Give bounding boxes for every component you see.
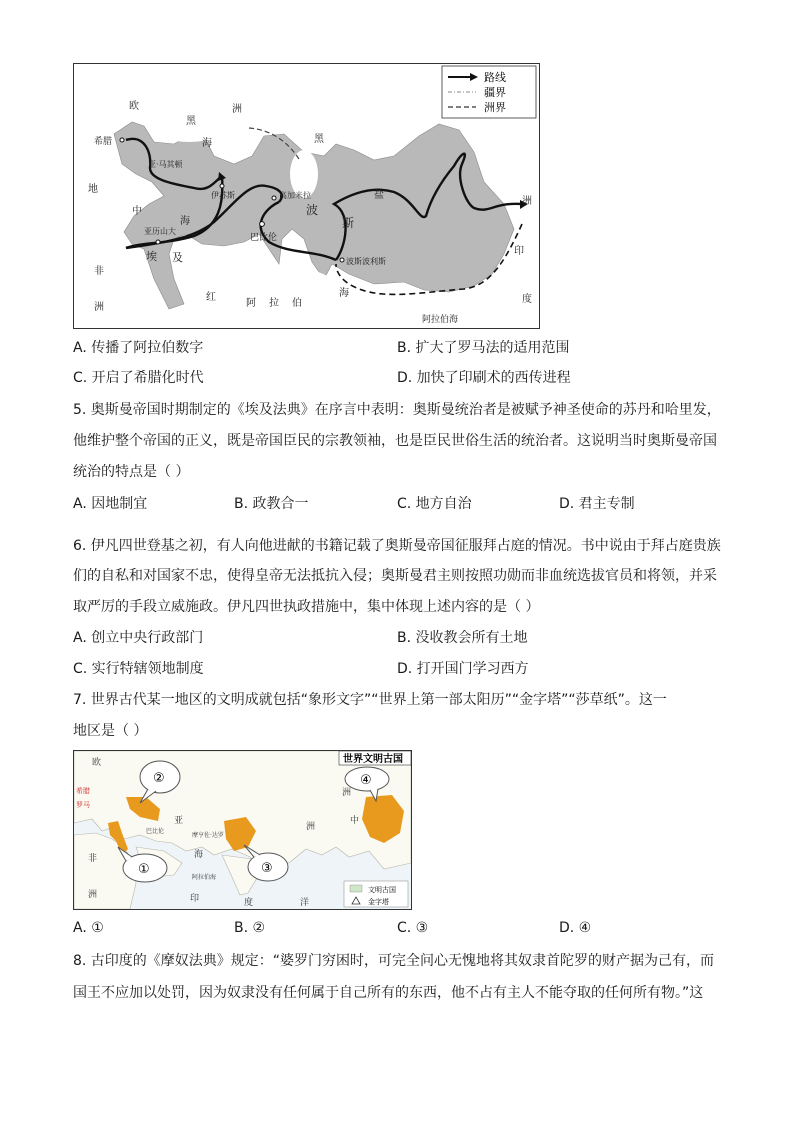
label-hai: 海 — [194, 850, 204, 860]
legend-route: 路线 — [484, 71, 506, 84]
ancient-civilizations-map — [73, 750, 412, 910]
label-alexandria: 亚历山大 — [144, 227, 176, 236]
marker-4-label: ④ — [360, 773, 372, 788]
label-babylon: 巴比伦 — [250, 233, 278, 243]
q5-stem-line2: 他维护整个帝国的正义，既是帝国臣民的宗教领袖，也是臣民世俗生活的统治者。这说明当时奥斯曼帝国 — [73, 433, 717, 449]
label-mid1: 地 — [88, 184, 98, 195]
label-arabia1: 阿 — [246, 298, 256, 309]
label-io1: 印 — [190, 894, 200, 904]
label-zhong: 中 — [350, 816, 360, 826]
q6-option-b[interactable]: B. 没收教会所有土地 — [397, 630, 528, 646]
legend-border: 疆界 — [484, 86, 506, 99]
label-arabsea: 阿拉伯海 — [422, 315, 459, 325]
map2-legend — [344, 881, 408, 907]
map2-title: 世界文明古国 — [343, 754, 403, 765]
q8-stem-line2: 国王不应加以处罚，因为奴隶没有任何属于自己所有的东西，他不占有主人不能夺取的任何所有物。”这 — [73, 985, 704, 1001]
q5-option-d[interactable]: D. 君主专制 — [559, 496, 635, 512]
label-arabia3: 伯 — [292, 298, 302, 309]
label-black1: 黑 — [186, 116, 196, 127]
q5-option-b[interactable]: B. 政教合一 — [234, 496, 309, 512]
label-arabia2: 拉 — [269, 298, 279, 309]
map1-legend — [442, 66, 536, 118]
label-egypt1: 埃 — [146, 250, 157, 263]
label-babylon: 巴比伦 — [146, 828, 165, 835]
label-zhou: 洲 — [306, 822, 316, 832]
label-africa: 非 — [88, 854, 98, 864]
q5-option-a[interactable]: A. 因地制宜 — [73, 496, 148, 512]
label-black2: 海 — [202, 138, 212, 149]
label-macedonia: 亚·马其顿 — [148, 160, 183, 169]
legend-civ: 文明古国 — [368, 886, 396, 894]
label-asia: 亚 — [174, 816, 184, 826]
civilizations-map-svg — [74, 751, 411, 909]
label-persepolis: 波斯波利斯 — [346, 257, 386, 266]
marker-2-label: ② — [153, 771, 165, 786]
label-gaugamela: 高加米拉 — [279, 191, 311, 200]
label-persia1: 波 — [306, 203, 319, 217]
label-india3: 度 — [522, 294, 532, 305]
label-africa1: 非 — [94, 266, 104, 277]
label-mid2: 中 — [132, 206, 142, 217]
marker-3-label: ③ — [261, 861, 273, 876]
label-mid3: 海 — [180, 216, 190, 227]
label-egypt2: 及 — [172, 251, 183, 264]
q5-stem-line3: 统治的特点是（ ） — [73, 464, 190, 480]
label-issus: 伊苏斯 — [211, 191, 235, 200]
q7-option-b[interactable]: B. ② — [234, 920, 266, 936]
q6-option-d[interactable]: D. 打开国门学习西方 — [397, 661, 529, 677]
alexander-map-svg — [74, 64, 539, 328]
q7-option-a[interactable]: A. ① — [73, 920, 104, 936]
red-sea — [184, 264, 206, 316]
q4-option-c[interactable]: C. 开启了希腊化时代 — [73, 370, 204, 386]
q6-stem-line1: 6. 伊凡四世登基之初，有人向他进献的书籍记载了奥斯曼帝国征服拜占庭的情况。书中说由于拜占庭贵族 — [73, 538, 721, 554]
q7-stem-line2: 地区是（ ） — [73, 723, 148, 739]
label-greece: 希腊 — [94, 137, 113, 147]
label-eu: 欧 — [92, 758, 102, 768]
label-yang: 洋 — [300, 898, 310, 908]
q6-option-a[interactable]: A. 创立中央行政部门 — [73, 630, 204, 646]
q7-option-c[interactable]: C. ③ — [397, 920, 429, 936]
label-zhou2: 洲 — [342, 788, 352, 798]
label-sea: 海 — [339, 288, 349, 299]
label-india1: 洲 — [522, 196, 532, 207]
label-africa2: 洲 — [88, 890, 98, 900]
q7-option-d[interactable]: D. ④ — [559, 920, 592, 936]
label-rome: 罗马 — [76, 801, 90, 809]
q5-stem-line1: 5. 奥斯曼帝国时期制定的《埃及法典》在序言中表明：奥斯曼统治者是被赋予神圣使命的苏丹和哈里发， — [73, 402, 721, 418]
label-greece: 希腊 — [76, 787, 90, 795]
q5-option-c[interactable]: C. 地方自治 — [397, 496, 472, 512]
alexander-campaign-map — [73, 63, 540, 329]
q6-option-c[interactable]: C. 实行特辖领地制度 — [73, 661, 204, 677]
label-persia2: 斯 — [342, 216, 355, 230]
q7-stem-line1: 7. 世界古代某一地区的文明成就包括“象形文字”“世界上第一部太阳历”“金字塔”“莎草纸”。这一 — [73, 692, 667, 708]
q4-option-b[interactable]: B. 扩大了罗马法的适用范围 — [397, 340, 570, 356]
label-europe1: 欧 — [129, 101, 139, 112]
q6-stem-line3: 取严厉的手段立威施政。伊凡四世执政措施中，集中体现上述内容的是（ ） — [73, 599, 540, 615]
label-salt: 盐 — [374, 190, 384, 201]
label-africa2: 洲 — [94, 302, 104, 313]
label-red: 红 — [206, 292, 216, 303]
label-arabsea: 阿拉伯海 — [192, 874, 217, 881]
label-black3: 黑 — [314, 134, 324, 145]
q4-option-a[interactable]: A. 传播了阿拉伯数字 — [73, 340, 204, 356]
label-mohenjo: 摩亨佐·达罗 — [192, 832, 224, 839]
q6-stem-line2: 们的自私和对国家不忠，使得皇帝无法抵抗入侵；奥斯曼君主则按照功勋而非血统选拔官员和将领，并采 — [73, 568, 717, 584]
q8-stem-line1: 8. 古印度的《摩奴法典》规定：“婆罗门穷困时，可完全问心无愧地将其奴隶首陀罗的财产据为己有，而 — [73, 953, 715, 969]
label-india2: 印 — [514, 246, 524, 257]
marker-1-label: ① — [138, 862, 150, 877]
legend-continent: 洲界 — [484, 101, 506, 114]
label-io2: 度 — [244, 898, 254, 908]
q4-option-d[interactable]: D. 加快了印刷术的西传进程 — [397, 370, 571, 386]
label-europe2: 洲 — [232, 104, 242, 115]
legend-pyramid: 金字塔 — [368, 898, 389, 906]
